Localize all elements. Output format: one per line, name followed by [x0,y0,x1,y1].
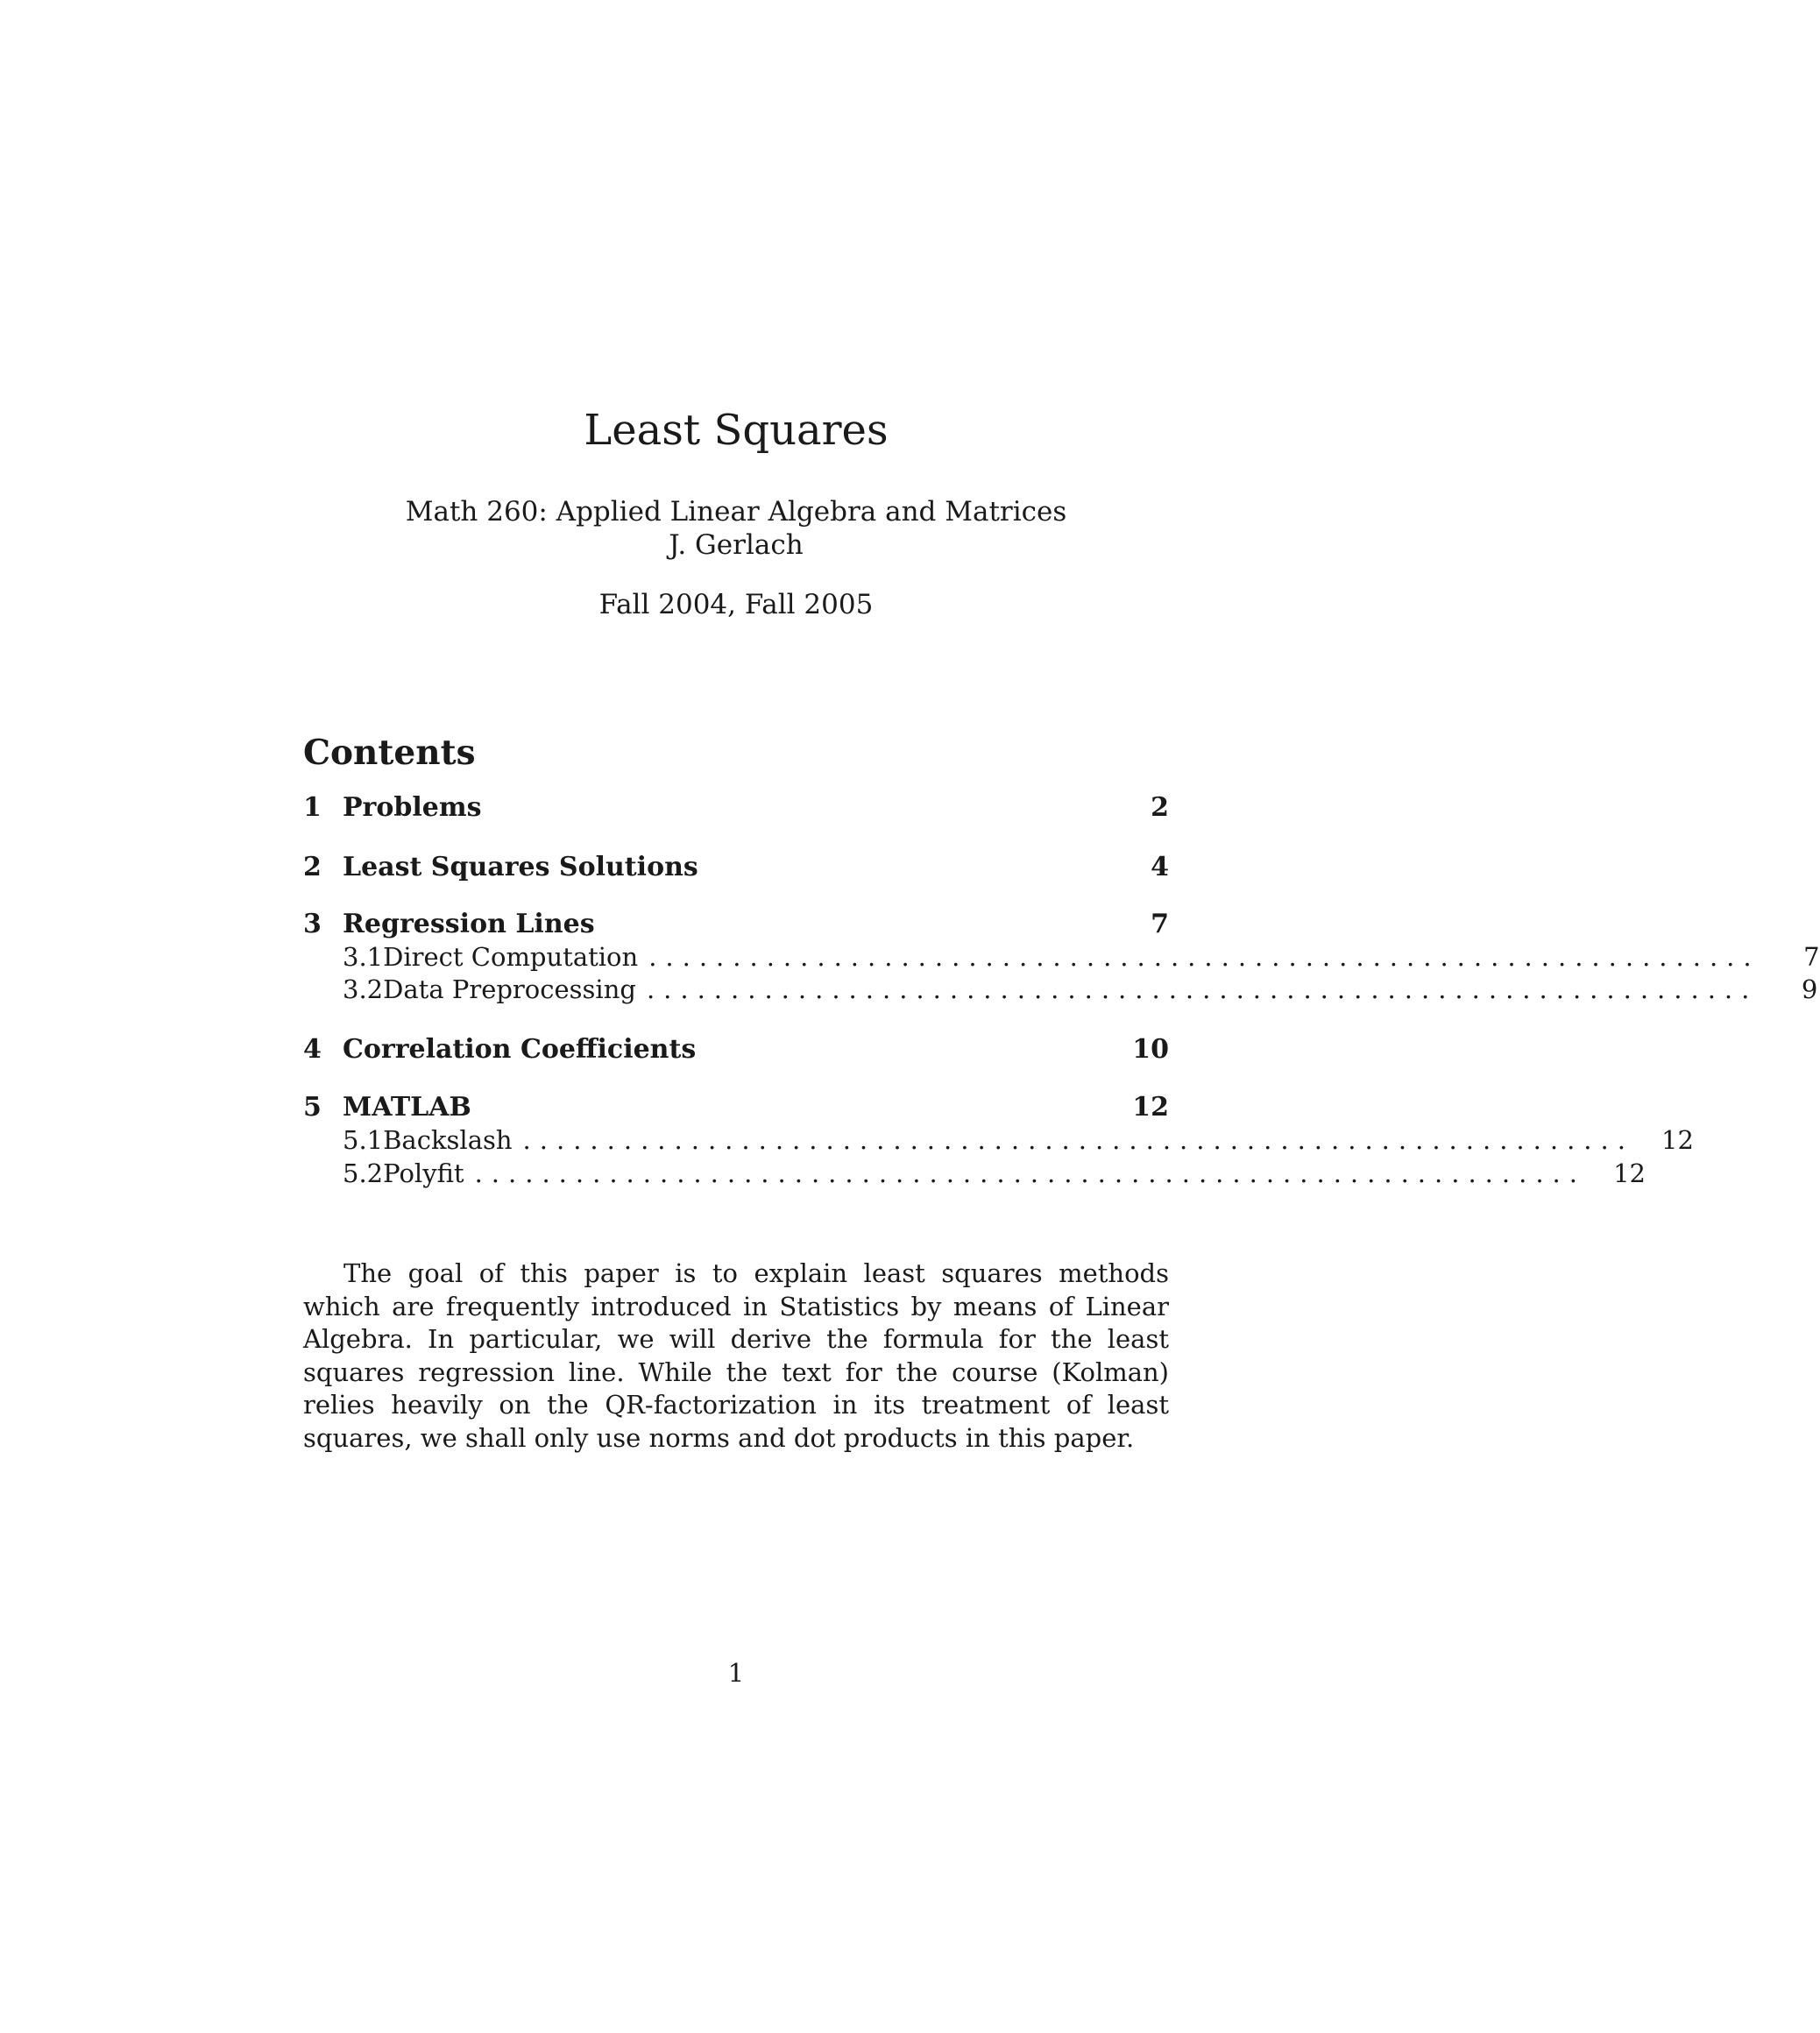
toc-page-number: 4 [1151,852,1169,882]
course-name: Math 260: Applied Linear Algebra and Matrices [405,496,1067,528]
toc-leader-dots: .................................................................. [522,1125,1634,1155]
toc-entry-5-2[interactable] [303,1158,1646,1194]
page-number: 1 [727,1658,745,1688]
toc-leader-dots: .................................................................. [474,1158,1586,1188]
toc-page-number: 12 [1661,1125,1694,1155]
toc-page-number: 2 [1151,792,1169,823]
paper-title: Least Squares [584,406,889,455]
toc-label: Least Squares Solutions [343,852,698,882]
toc-label: Polyfit [383,1158,464,1188]
abstract-paragraph: The goal of this paper is to explain least squares methods which are frequently introduced in Statistics by means of Linear Algebra. In particular, we will derive the formula for the least squares regression line. While the text for the course (Kolman) relies heavily on the QR-factorization in its treatment of least squares, we shall only use norms and dot products in this paper. [303,1258,1169,1453]
toc-label: Correlation Coefficients [343,1034,697,1065]
author-name: J. Gerlach [669,529,804,561]
toc-label: MATLAB [343,1092,471,1123]
toc-entry-5-1[interactable] [303,1125,1694,1160]
toc-number: 3 [303,909,322,939]
toc-number: 3.2 [343,974,384,1004]
toc-number: 1 [303,792,322,823]
toc-number: 5 [303,1092,322,1123]
toc-entry-3[interactable] [303,909,1169,944]
toc-leader-dots: .................................................................. [648,942,1760,972]
toc-page-number: 7 [1803,942,1820,972]
toc-number: 3.1 [343,942,384,972]
toc-label: Regression Lines [343,909,595,939]
toc-leader-dots: .................................................................. [646,974,1759,1004]
toc-label: Data Preprocessing [383,974,636,1004]
toc-page-number: 10 [1132,1034,1169,1065]
toc-entry-4[interactable] [303,1034,1169,1069]
toc-page-number: 12 [1613,1158,1646,1188]
toc-number: 2 [303,852,322,882]
toc-label: Direct Computation [383,942,639,972]
toc-label: Problems [343,792,482,823]
toc-page-number: 7 [1151,909,1169,939]
toc-number: 5.1 [343,1125,384,1155]
toc-page-number: 12 [1132,1092,1169,1123]
toc-entry-2[interactable] [303,852,1169,887]
toc-number: 5.2 [343,1158,384,1188]
toc-page-number: 9 [1801,974,1818,1004]
toc-label: Backslash [383,1125,513,1155]
toc-entry-1[interactable] [303,792,1169,827]
toc-entry-3-2[interactable] [303,974,1818,1009]
contents-heading: Contents [303,733,476,773]
toc-entry-3-1[interactable] [303,942,1820,977]
toc-entry-5[interactable] [303,1092,1169,1127]
paper-date: Fall 2004, Fall 2005 [598,589,874,620]
title-block [0,495,1472,562]
toc-number: 4 [303,1034,322,1065]
